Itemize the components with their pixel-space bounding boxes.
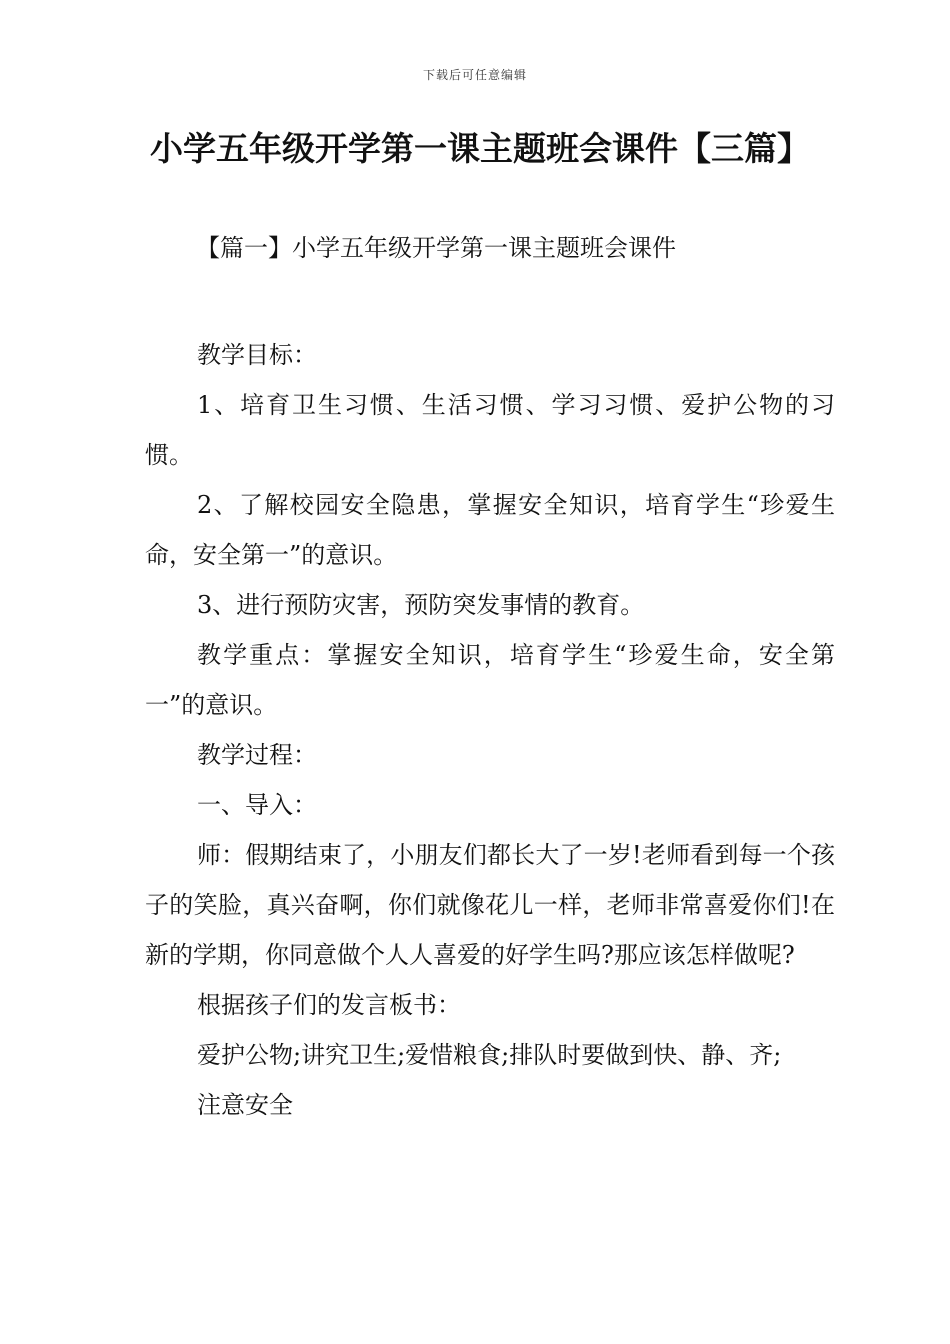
- paragraph-board-notes: 爱护公物;讲究卫生;爱惜粮食;排队时要做到快、静、齐;: [197, 1041, 782, 1069]
- paragraph-teaching-process: 教学过程：: [197, 741, 317, 769]
- header-note: 下载后可任意编辑: [422, 68, 527, 82]
- paragraph-introduction: 一、导入：: [197, 791, 317, 819]
- paragraph-teaching-goals: 教学目标：: [197, 341, 317, 369]
- section-heading: 【篇一】小学五年级开学第一课主题班会课件: [196, 234, 676, 262]
- paragraph-goal-2: 2、了解校园安全隐患，掌握安全知识，培育学生“珍爱生命，安全第一”的意识。: [145, 491, 835, 569]
- paragraph-teacher-speech: 师：假期结束了，小朋友们都长大了一岁!老师看到每一个孩子的笑脸，真兴奋啊，你们就像花儿一样，老师非常喜爱你们!在新的学期，你同意做个人人喜爱的好学生吗?那应该怎样做呢?: [145, 841, 835, 969]
- paragraph-teaching-focus: 教学重点：掌握安全知识，培育学生“珍爱生命，安全第一”的意识。: [145, 641, 835, 719]
- document-body: [145, 330, 835, 1130]
- paragraph-goal-1: 1、培育卫生习惯、生活习惯、学习习惯、爱护公物的习惯。: [145, 391, 835, 469]
- paragraph-board-notes-intro: 根据孩子们的发言板书：: [197, 991, 461, 1019]
- paragraph-goal-3: 3、进行预防灾害，预防突发事情的教育。: [197, 591, 645, 619]
- paragraph-safety: 注意安全: [197, 1091, 293, 1119]
- document-title: 小学五年级开学第一课主题班会课件【三篇】: [150, 129, 810, 168]
